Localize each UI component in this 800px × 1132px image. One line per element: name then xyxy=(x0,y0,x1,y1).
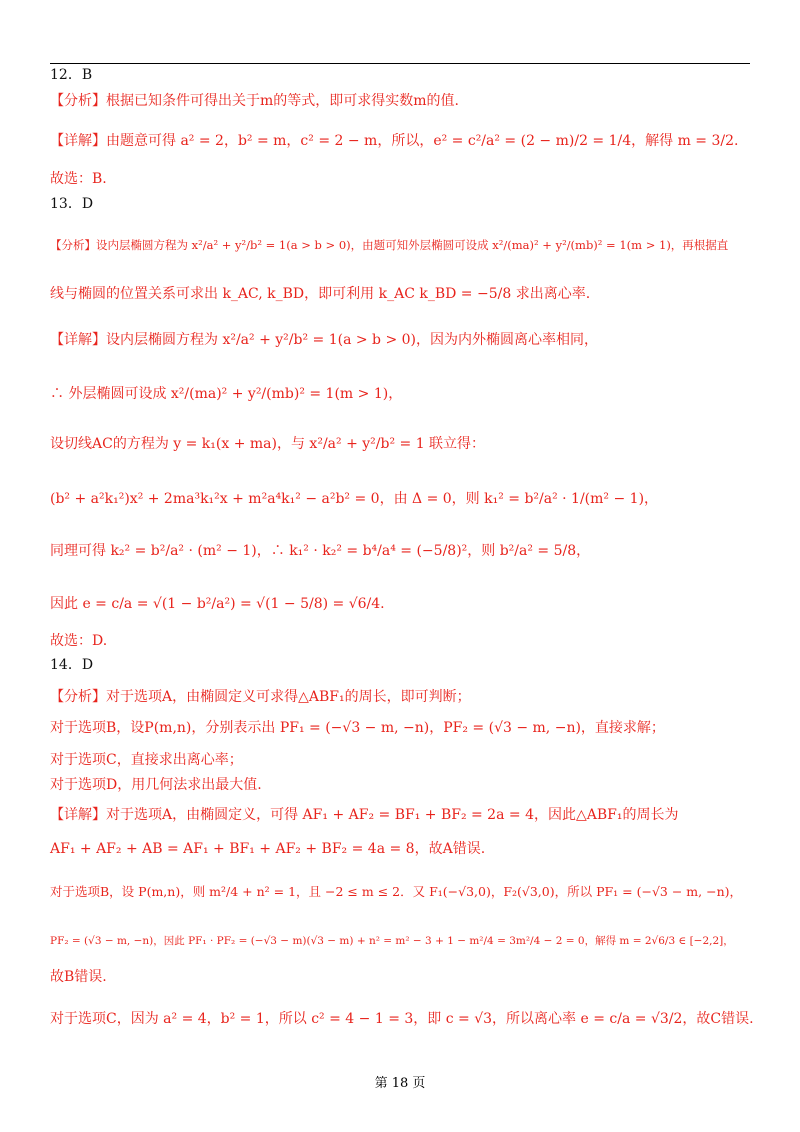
detail-13-a: 【详解】设内层椭圆方程为 x²/a² + y²/b² = 1(a > b > 0)，因为内外椭圆离心率相同， xyxy=(50,332,599,348)
page-number: 第 18 页 xyxy=(374,1076,426,1091)
detail-13-d: (b² + a²k₁²)x² + 2ma³k₁²x + m²a⁴k₁² − a²b² = 0，由 Δ = 0，则 k₁² = b²/a² · 1/(m² − 1)， xyxy=(50,491,659,507)
analysis-14-d: 对于选项D，用几何法求出最大值. xyxy=(50,777,262,793)
answer-14: 14．D xyxy=(50,657,94,673)
answer-12: 12．B xyxy=(50,67,93,83)
detail-14-b: AF₁ + AF₂ + AB = AF₁ + BF₁ + AF₂ + BF₂ = 4a = 8，故A错误. xyxy=(50,841,486,857)
analysis-13-a: 【分析】设内层椭圆方程为 x²/a² + y²/b² = 1(a > b > 0)，由题可知外层椭圆可设成 x²/(ma)² + y²/(mb)² = 1(m > 1)，再根据直 xyxy=(50,238,729,252)
analysis-14-b: 对于选项B，设P(m,n)，分别表示出 PF₁ = (−√3 − m, −n)，PF₂ = (√3 − m, −n)，直接求解； xyxy=(50,720,665,736)
header-rule xyxy=(50,63,750,64)
choice-12: 故选：B. xyxy=(50,171,107,187)
detail-14-c: 对于选项B，设 P(m,n)，则 m²/4 + n² = 1，且 −2 ≤ m ≤ 2．又 F₁(−√3,0)，F₂(√3,0)，所以 PF₁ = (−√3 − m, −n)， xyxy=(50,884,742,899)
analysis-14-c: 对于选项C，直接求出离心率； xyxy=(50,752,243,768)
detail-14-a: 【详解】对于选项A，由椭圆定义，可得 AF₁ + AF₂ = BF₁ + BF₂ = 2a = 4，因此△ABF₁的周长为 xyxy=(50,807,679,823)
detail-14-d: PF₂ = (√3 − m, −n)，因此 PF₁ · PF₂ = (−√3 − m)(√3 − m) + n² = m² − 3 + 1 − m²/4 = 3m²/4 − 2 = 0，解得 m = 2√6/3 ∈ [−2,2]， xyxy=(50,935,734,947)
detail-13-e: 同理可得 k₂² = b²/a² · (m² − 1)，∴ k₁² · k₂² = b⁴/a⁴ = (−5/8)²，则 b²/a² = 5/8， xyxy=(50,543,591,559)
answer-13: 13．D xyxy=(50,196,94,212)
detail-12: 【详解】由题意可得 a² = 2，b² = m，c² = 2 − m，所以，e² = c²/a² = (2 − m)/2 = 1/4，解得 m = 3/2. xyxy=(50,133,739,149)
detail-14-f: 对于选项C，因为 a² = 4，b² = 1，所以 c² = 4 − 1 = 3，即 c = √3，所以离心率 e = c/a = √3/2，故C错误. xyxy=(50,1011,754,1027)
detail-14-e: 故B错误. xyxy=(50,969,107,985)
detail-13-f: 因此 e = c/a = √(1 − b²/a²) = √(1 − 5/8) = √6/4. xyxy=(50,596,385,612)
analysis-12: 【分析】根据已知条件可得出关于m的等式，即可求得实数m的值. xyxy=(50,93,459,109)
detail-13-c: 设切线AC的方程为 y = k₁(x + ma)，与 x²/a² + y²/b² = 1 联立得： xyxy=(50,436,486,452)
analysis-13-b: 线与椭圆的位置关系可求出 k_AC, k_BD，即可利用 k_AC k_BD = −5/8 求出离心率. xyxy=(50,286,591,302)
detail-13-b: ∴ 外层椭圆可设成 x²/(ma)² + y²/(mb)² = 1(m > 1)， xyxy=(50,386,403,402)
choice-13: 故选：D. xyxy=(50,633,108,649)
analysis-14-a: 【分析】对于选项A，由椭圆定义可求得△ABF₁的周长，即可判断； xyxy=(50,689,471,705)
